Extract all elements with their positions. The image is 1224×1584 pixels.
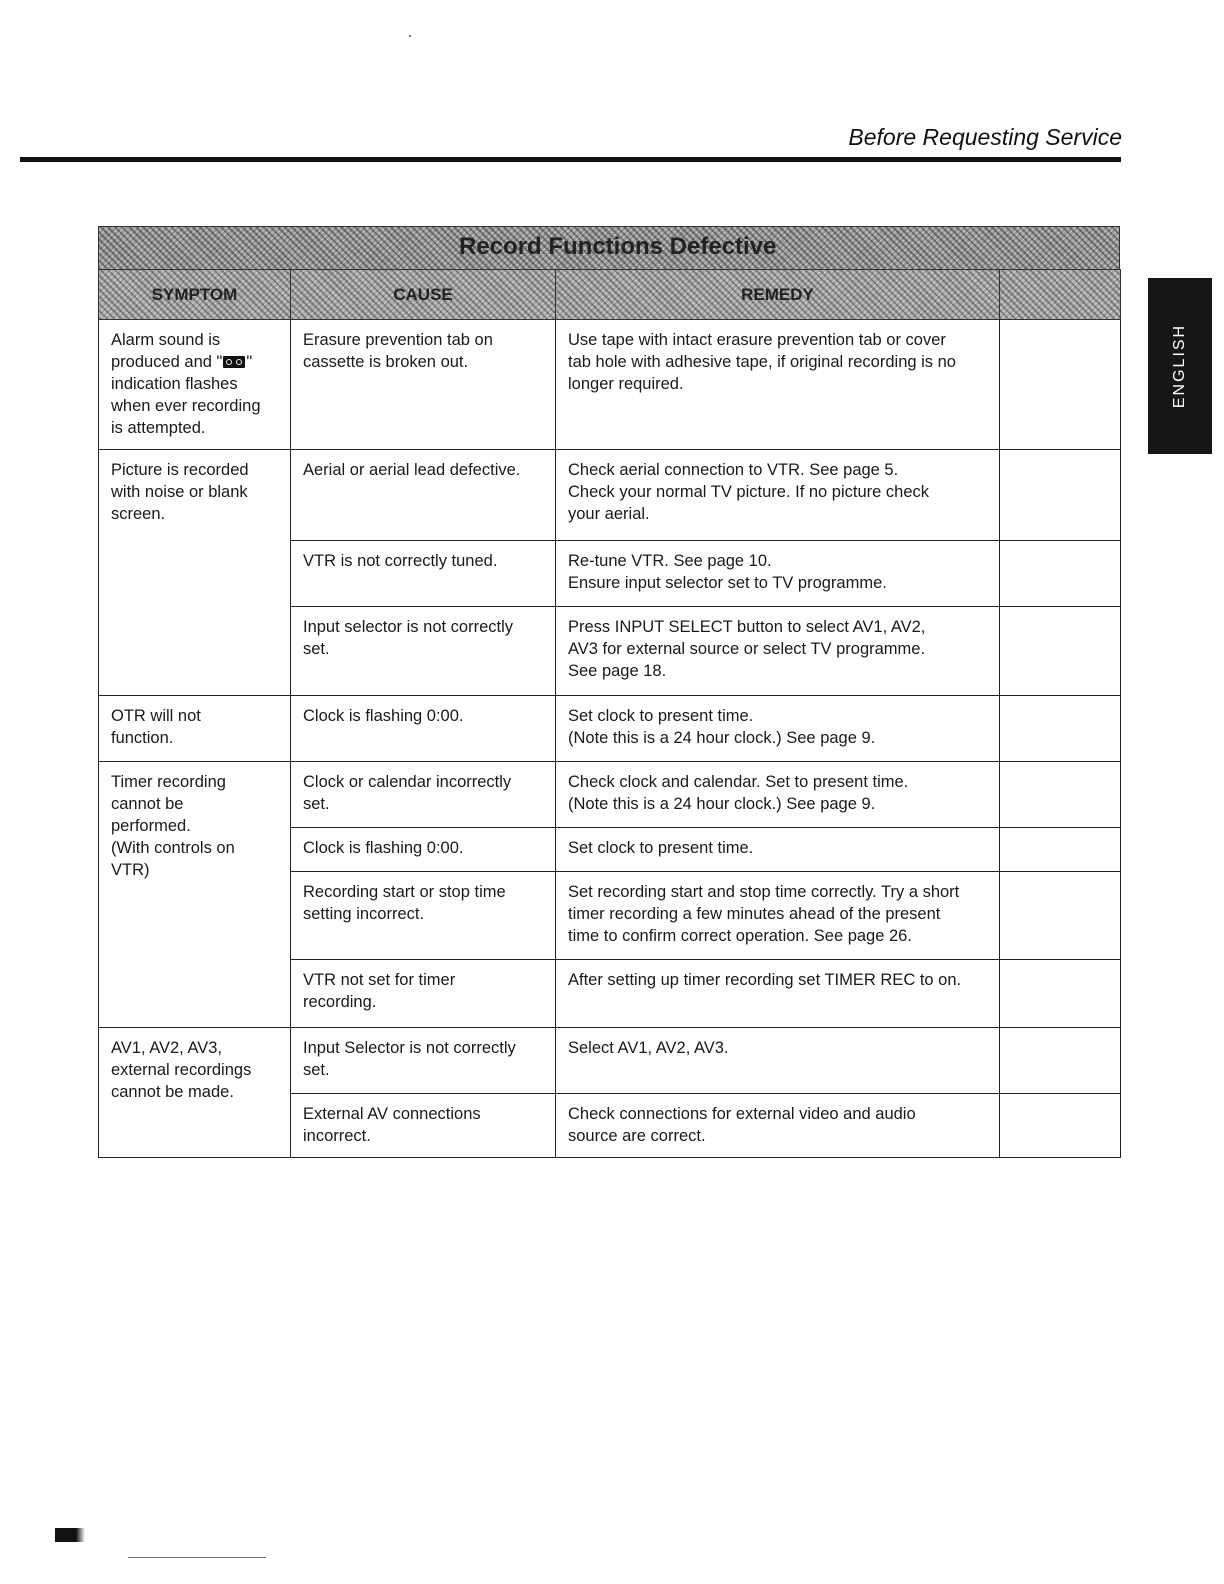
blank-cell — [1000, 960, 1121, 1028]
blank-cell — [1000, 1094, 1121, 1158]
blank-cell — [1000, 607, 1121, 696]
cassette-icon — [223, 356, 245, 368]
cause-line: recording. — [303, 993, 377, 1011]
blank-cell — [1000, 696, 1121, 762]
symptom-line: (With controls on — [111, 839, 235, 857]
cause-line: Clock or calendar incorrectly — [303, 773, 512, 791]
remedy-line: source are correct. — [568, 1127, 706, 1145]
cause-line: VTR is not correctly tuned. — [303, 552, 498, 570]
cause-line: setting incorrect. — [303, 905, 425, 923]
remedy-line: your aerial. — [568, 505, 650, 523]
remedy-cell — [556, 696, 1000, 762]
symptom-line: AV1, AV2, AV3, — [111, 1039, 222, 1057]
language-tab — [1148, 278, 1212, 454]
blank-cell — [1000, 450, 1121, 541]
remedy-line: Check connections for external video and audio — [568, 1105, 916, 1123]
cause-line: Input Selector is not correctly — [303, 1039, 516, 1057]
table-row — [99, 1028, 1121, 1094]
remedy-cell — [556, 1094, 1000, 1158]
blank-cell — [1000, 872, 1121, 960]
remedy-line: tab hole with adhesive tape, if original recording is no — [568, 353, 956, 371]
remedy-cell — [556, 607, 1000, 696]
remedy-line: Set clock to present time. — [568, 707, 754, 725]
symptom-line: OTR will not — [111, 707, 201, 725]
remedy-cell — [556, 872, 1000, 960]
symptom-line: with noise or blank — [111, 483, 248, 501]
remedy-line: timer recording a few minutes ahead of the present — [568, 905, 941, 923]
remedy-line: longer required. — [568, 375, 684, 393]
cause-cell — [291, 1094, 556, 1158]
column-header-extra — [1000, 270, 1121, 320]
scan-mark — [55, 1528, 85, 1542]
cause-cell — [291, 960, 556, 1028]
remedy-cell — [556, 320, 1000, 450]
cause-cell — [291, 320, 556, 450]
remedy-line: Select AV1, AV2, AV3. — [568, 1039, 729, 1057]
symptom-line: indication flashes — [111, 375, 238, 393]
remedy-line: (Note this is a 24 hour clock.) See page 9. — [568, 795, 876, 813]
symptom-cell — [99, 696, 291, 762]
table-row — [99, 762, 1121, 828]
cause-line: set. — [303, 640, 330, 658]
symptom-line: Picture is recorded — [111, 461, 249, 479]
symptom-line: VTR) — [111, 861, 150, 879]
cause-line: set. — [303, 795, 330, 813]
symptom-cell — [99, 762, 291, 1028]
table-title: Record Functions Defective — [459, 233, 777, 260]
symptom-line: produced and " " — [111, 353, 253, 371]
stray-dot — [409, 35, 411, 37]
remedy-cell — [556, 1028, 1000, 1094]
remedy-line: Use tape with intact erasure prevention tab or cover — [568, 331, 946, 349]
cause-cell — [291, 828, 556, 872]
troubleshooting-table-container — [98, 226, 1120, 1158]
remedy-line: Set clock to present time. — [568, 839, 754, 857]
symptom-cell — [99, 450, 291, 696]
troubleshooting-table — [98, 269, 1121, 1158]
symptom-line: is attempted. — [111, 419, 206, 437]
language-tab-label: ENGLISH — [1171, 323, 1188, 409]
cause-line: External AV connections — [303, 1105, 481, 1123]
cause-cell — [291, 450, 556, 541]
symptom-line: Alarm sound is — [111, 331, 221, 349]
table-title-band — [98, 226, 1120, 269]
symptom-line: function. — [111, 729, 174, 747]
cause-line: incorrect. — [303, 1127, 371, 1145]
remedy-cell — [556, 960, 1000, 1028]
blank-cell — [1000, 828, 1121, 872]
cause-line: Erasure prevention tab on — [303, 331, 493, 349]
remedy-line: AV3 for external source or select TV programme. — [568, 640, 926, 658]
cause-line: set. — [303, 1061, 330, 1079]
cause-cell — [291, 1028, 556, 1094]
remedy-line: Check aerial connection to VTR. See page 5. — [568, 461, 899, 479]
symptom-cell — [99, 320, 291, 450]
cause-line: cassette is broken out. — [303, 353, 469, 371]
cause-cell — [291, 696, 556, 762]
page-title: Before Requesting Service — [848, 124, 1122, 150]
remedy-line: See page 18. — [568, 662, 667, 680]
table-header-row — [99, 270, 1121, 320]
symptom-line: performed. — [111, 817, 191, 835]
remedy-line: (Note this is a 24 hour clock.) See page 9. — [568, 729, 876, 747]
header-rule — [20, 157, 1121, 162]
remedy-line: Check your normal TV picture. If no picture check — [568, 483, 930, 501]
remedy-line: Check clock and calendar. Set to present time. — [568, 773, 909, 791]
symptom-line: cannot be made. — [111, 1083, 234, 1101]
blank-cell — [1000, 541, 1121, 607]
symptom-line: when ever recording — [111, 397, 261, 415]
footer-line — [128, 1557, 266, 1558]
remedy-line: time to confirm correct operation. See page 26. — [568, 927, 912, 945]
blank-cell — [1000, 1028, 1121, 1094]
remedy-line: Ensure input selector set to TV programme. — [568, 574, 887, 592]
column-header-remedy: REMEDY — [556, 270, 1000, 320]
remedy-line: Set recording start and stop time correctly. Try a short — [568, 883, 960, 901]
cause-cell — [291, 872, 556, 960]
symptom-line: Timer recording — [111, 773, 226, 791]
cause-line: VTR not set for timer — [303, 971, 456, 989]
remedy-cell — [556, 828, 1000, 872]
cause-line: Clock is flashing 0:00. — [303, 707, 464, 725]
blank-cell — [1000, 320, 1121, 450]
cause-line: Input selector is not correctly — [303, 618, 514, 636]
blank-cell — [1000, 762, 1121, 828]
remedy-cell — [556, 450, 1000, 541]
symptom-line: external recordings — [111, 1061, 252, 1079]
cause-line: Aerial or aerial lead defective. — [303, 461, 521, 479]
column-header-cause: CAUSE — [291, 270, 556, 320]
remedy-cell — [556, 541, 1000, 607]
cause-line: Recording start or stop time — [303, 883, 506, 901]
table-row — [99, 696, 1121, 762]
symptom-line: cannot be — [111, 795, 184, 813]
symptom-line: screen. — [111, 505, 166, 523]
cause-line: Clock is flashing 0:00. — [303, 839, 464, 857]
remedy-line: Re-tune VTR. See page 10. — [568, 552, 772, 570]
table-row — [99, 450, 1121, 541]
cause-cell — [291, 541, 556, 607]
remedy-cell — [556, 762, 1000, 828]
table-row — [99, 320, 1121, 450]
cause-cell — [291, 762, 556, 828]
remedy-line: Press INPUT SELECT button to select AV1, AV2, — [568, 618, 926, 636]
remedy-line: After setting up timer recording set TIMER REC to on. — [568, 971, 962, 989]
symptom-cell — [99, 1028, 291, 1158]
cause-cell — [291, 607, 556, 696]
column-header-symptom: SYMPTOM — [99, 270, 291, 320]
